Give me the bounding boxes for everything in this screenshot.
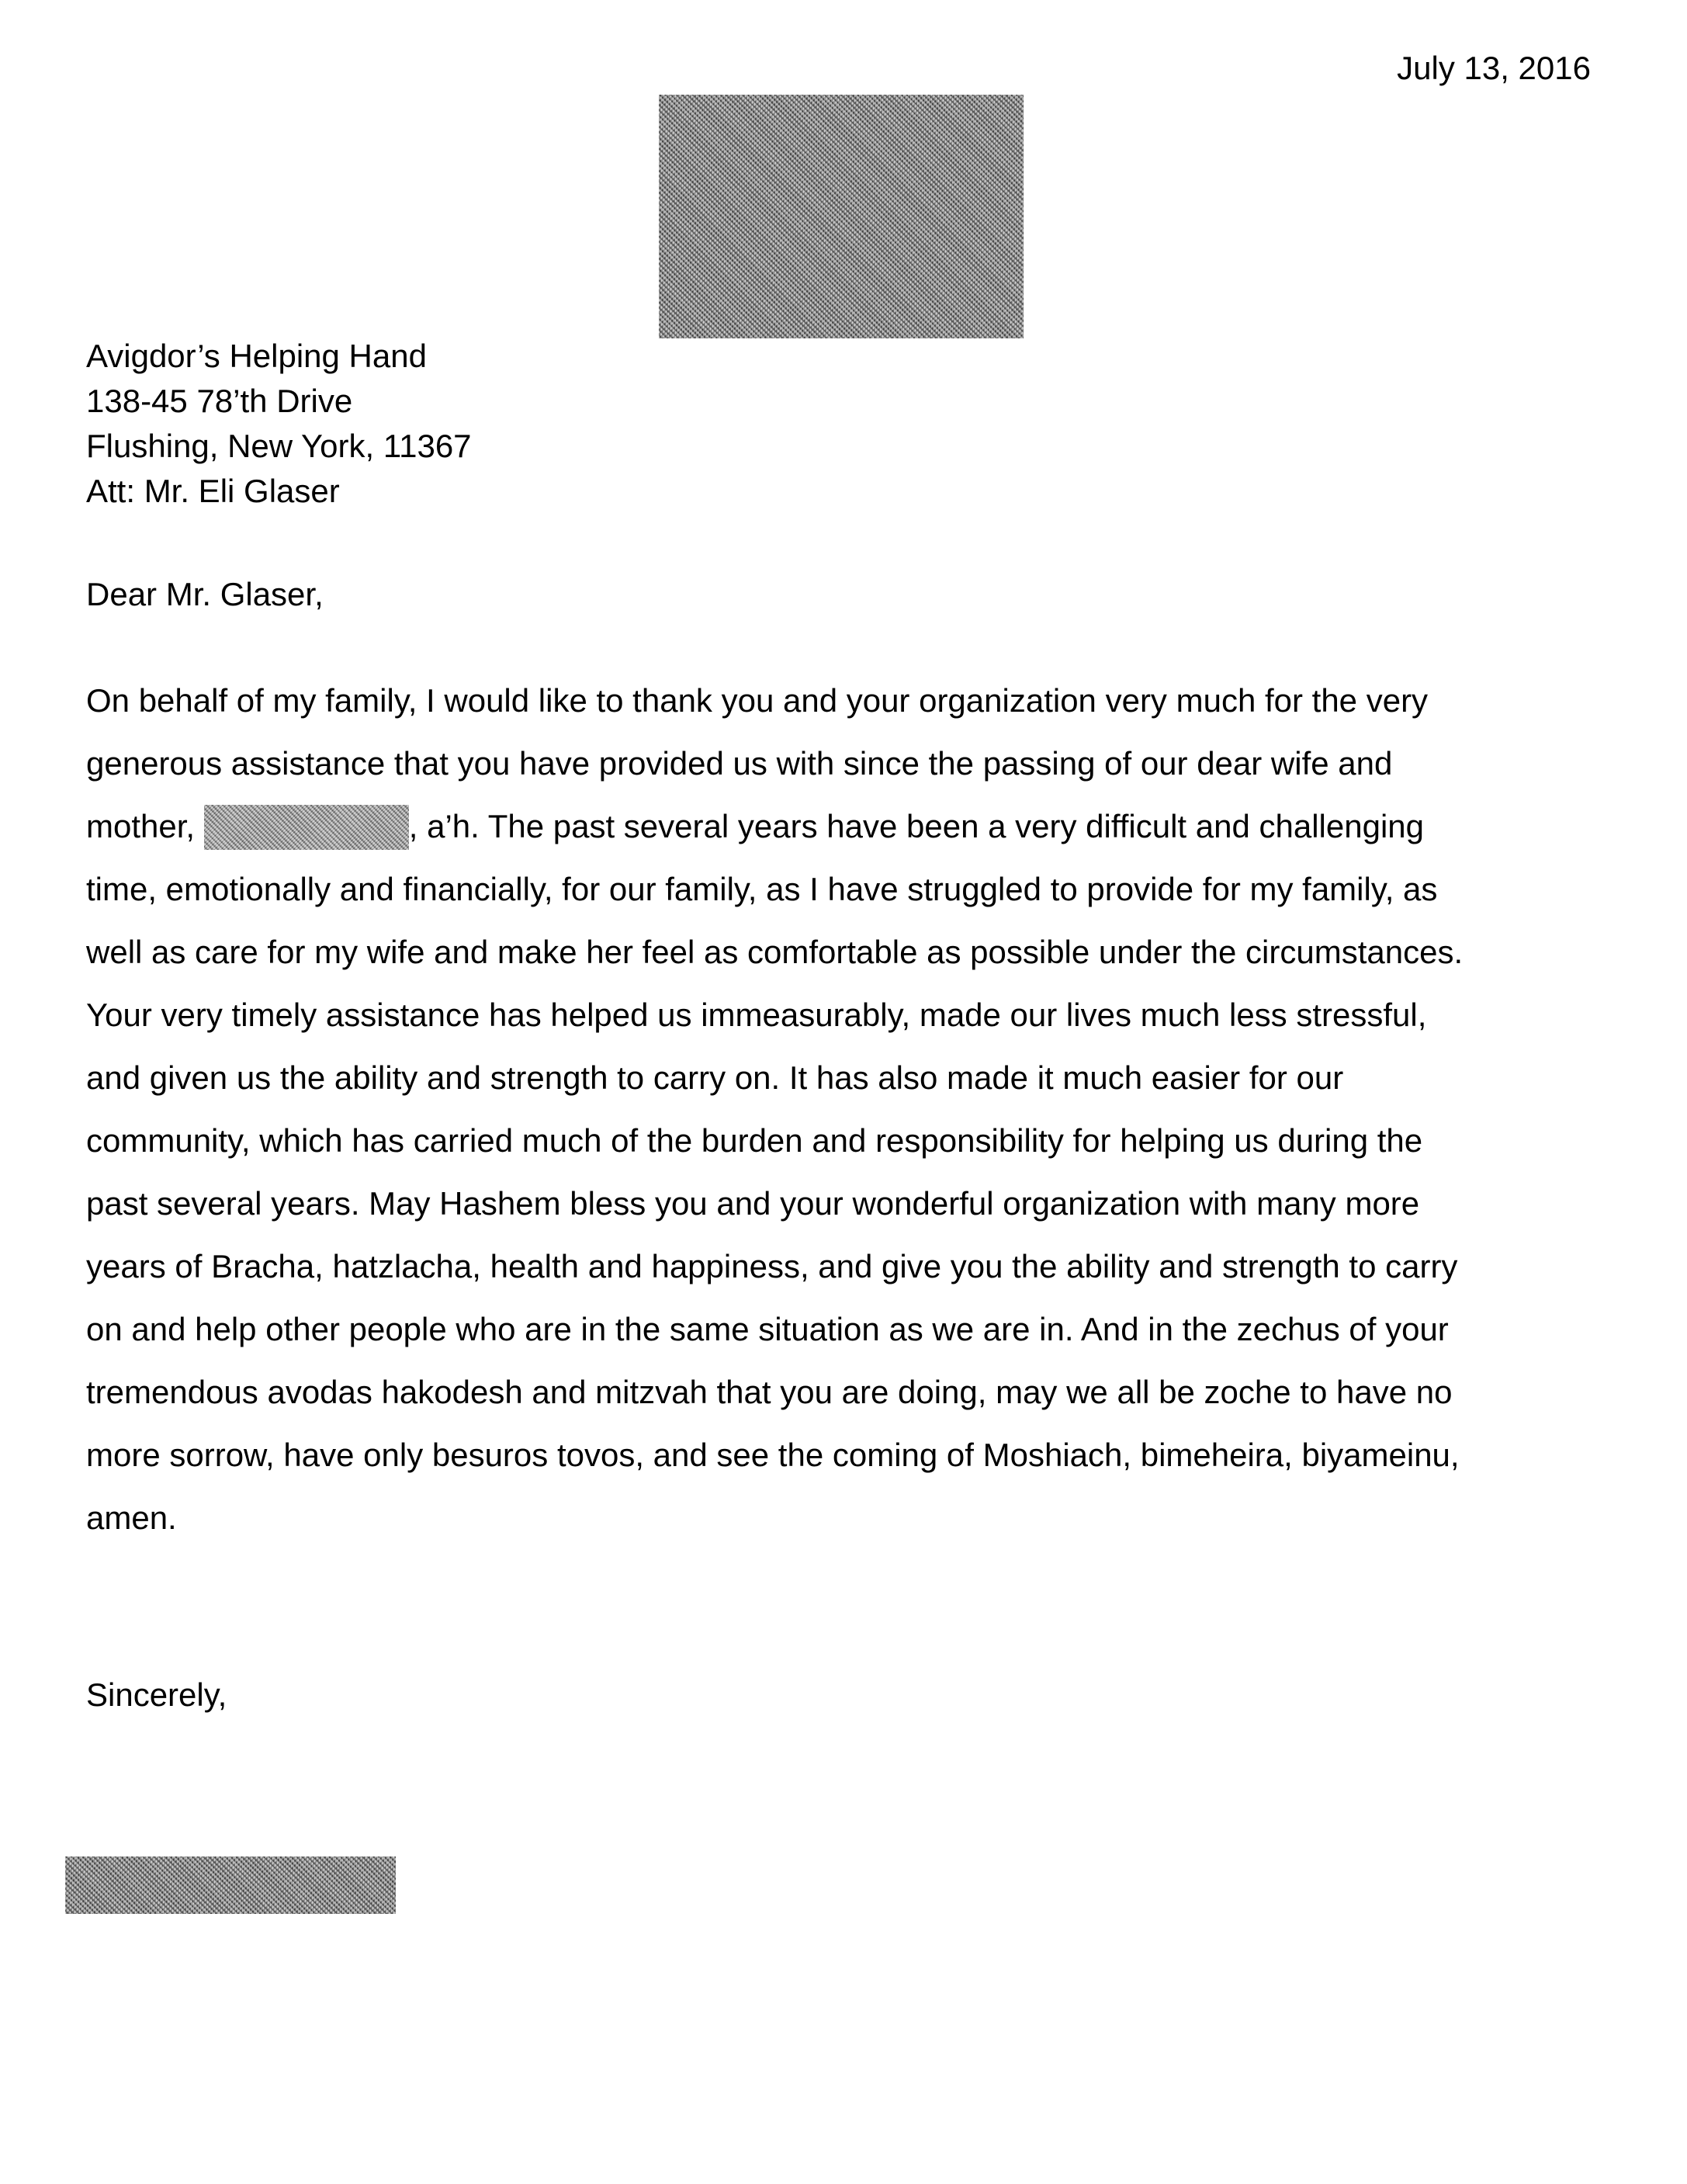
letter-date: July 13, 2016	[1397, 50, 1591, 86]
body-line: on and help other people who are in the same situation as we are in. And in the zechus of your	[86, 1311, 1449, 1347]
body-line: tremendous avodas hakodesh and mitzvah that you are doing, may we all be zoche to have no	[86, 1374, 1453, 1410]
salutation: Dear Mr. Glaser,	[86, 576, 324, 612]
redacted-letterhead-block	[659, 95, 1024, 338]
body-line: years of Bracha, hatzlacha, health and happiness, and give you the ability and strength to carry	[86, 1248, 1458, 1284]
body-line: Your very timely assistance has helped us immeasurably, made our lives much less stressful,	[86, 997, 1427, 1033]
redacted-signature	[65, 1856, 396, 1914]
recipient-city-state-zip: Flushing, New York, 11367	[86, 428, 472, 464]
redacted-name	[204, 805, 409, 850]
body-line: generous assistance that you have provided us with since the passing of our dear wife and	[86, 745, 1393, 782]
closing: Sincerely,	[86, 1676, 227, 1713]
body-line: community, which has carried much of the burden and responsibility for helping us during the	[86, 1122, 1423, 1159]
recipient-street: 138-45 78’th Drive	[86, 383, 353, 419]
body-line-before-redaction: mother,	[86, 808, 204, 844]
body-line: time, emotionally and financially, for our family, as I have struggled to provide for my family, as	[86, 871, 1438, 907]
body-line: On behalf of my family, I would like to thank you and your organization very much for the very	[86, 682, 1429, 719]
letter-body	[86, 669, 1601, 1549]
body-line: more sorrow, have only besuros tovos, and see the coming of Moshiach, bimeheira, biyameinu,	[86, 1437, 1460, 1473]
body-line: amen.	[86, 1499, 177, 1536]
body-line: past several years. May Hashem bless you and your wonderful organization with many more	[86, 1185, 1420, 1222]
body-line-with-redaction	[86, 795, 1601, 858]
body-line: and given us the ability and strength to carry on. It has also made it much easier for our	[86, 1059, 1344, 1096]
body-line: well as care for my wife and make her feel as comfortable as possible under the circumstances.	[86, 934, 1464, 970]
recipient-address	[86, 334, 472, 514]
recipient-name: Avigdor’s Helping Hand	[86, 338, 427, 374]
recipient-attention: Att: Mr. Eli Glaser	[86, 473, 340, 509]
body-line-after-redaction: , a’h. The past several years have been a very difficult and challenging	[408, 808, 1425, 844]
